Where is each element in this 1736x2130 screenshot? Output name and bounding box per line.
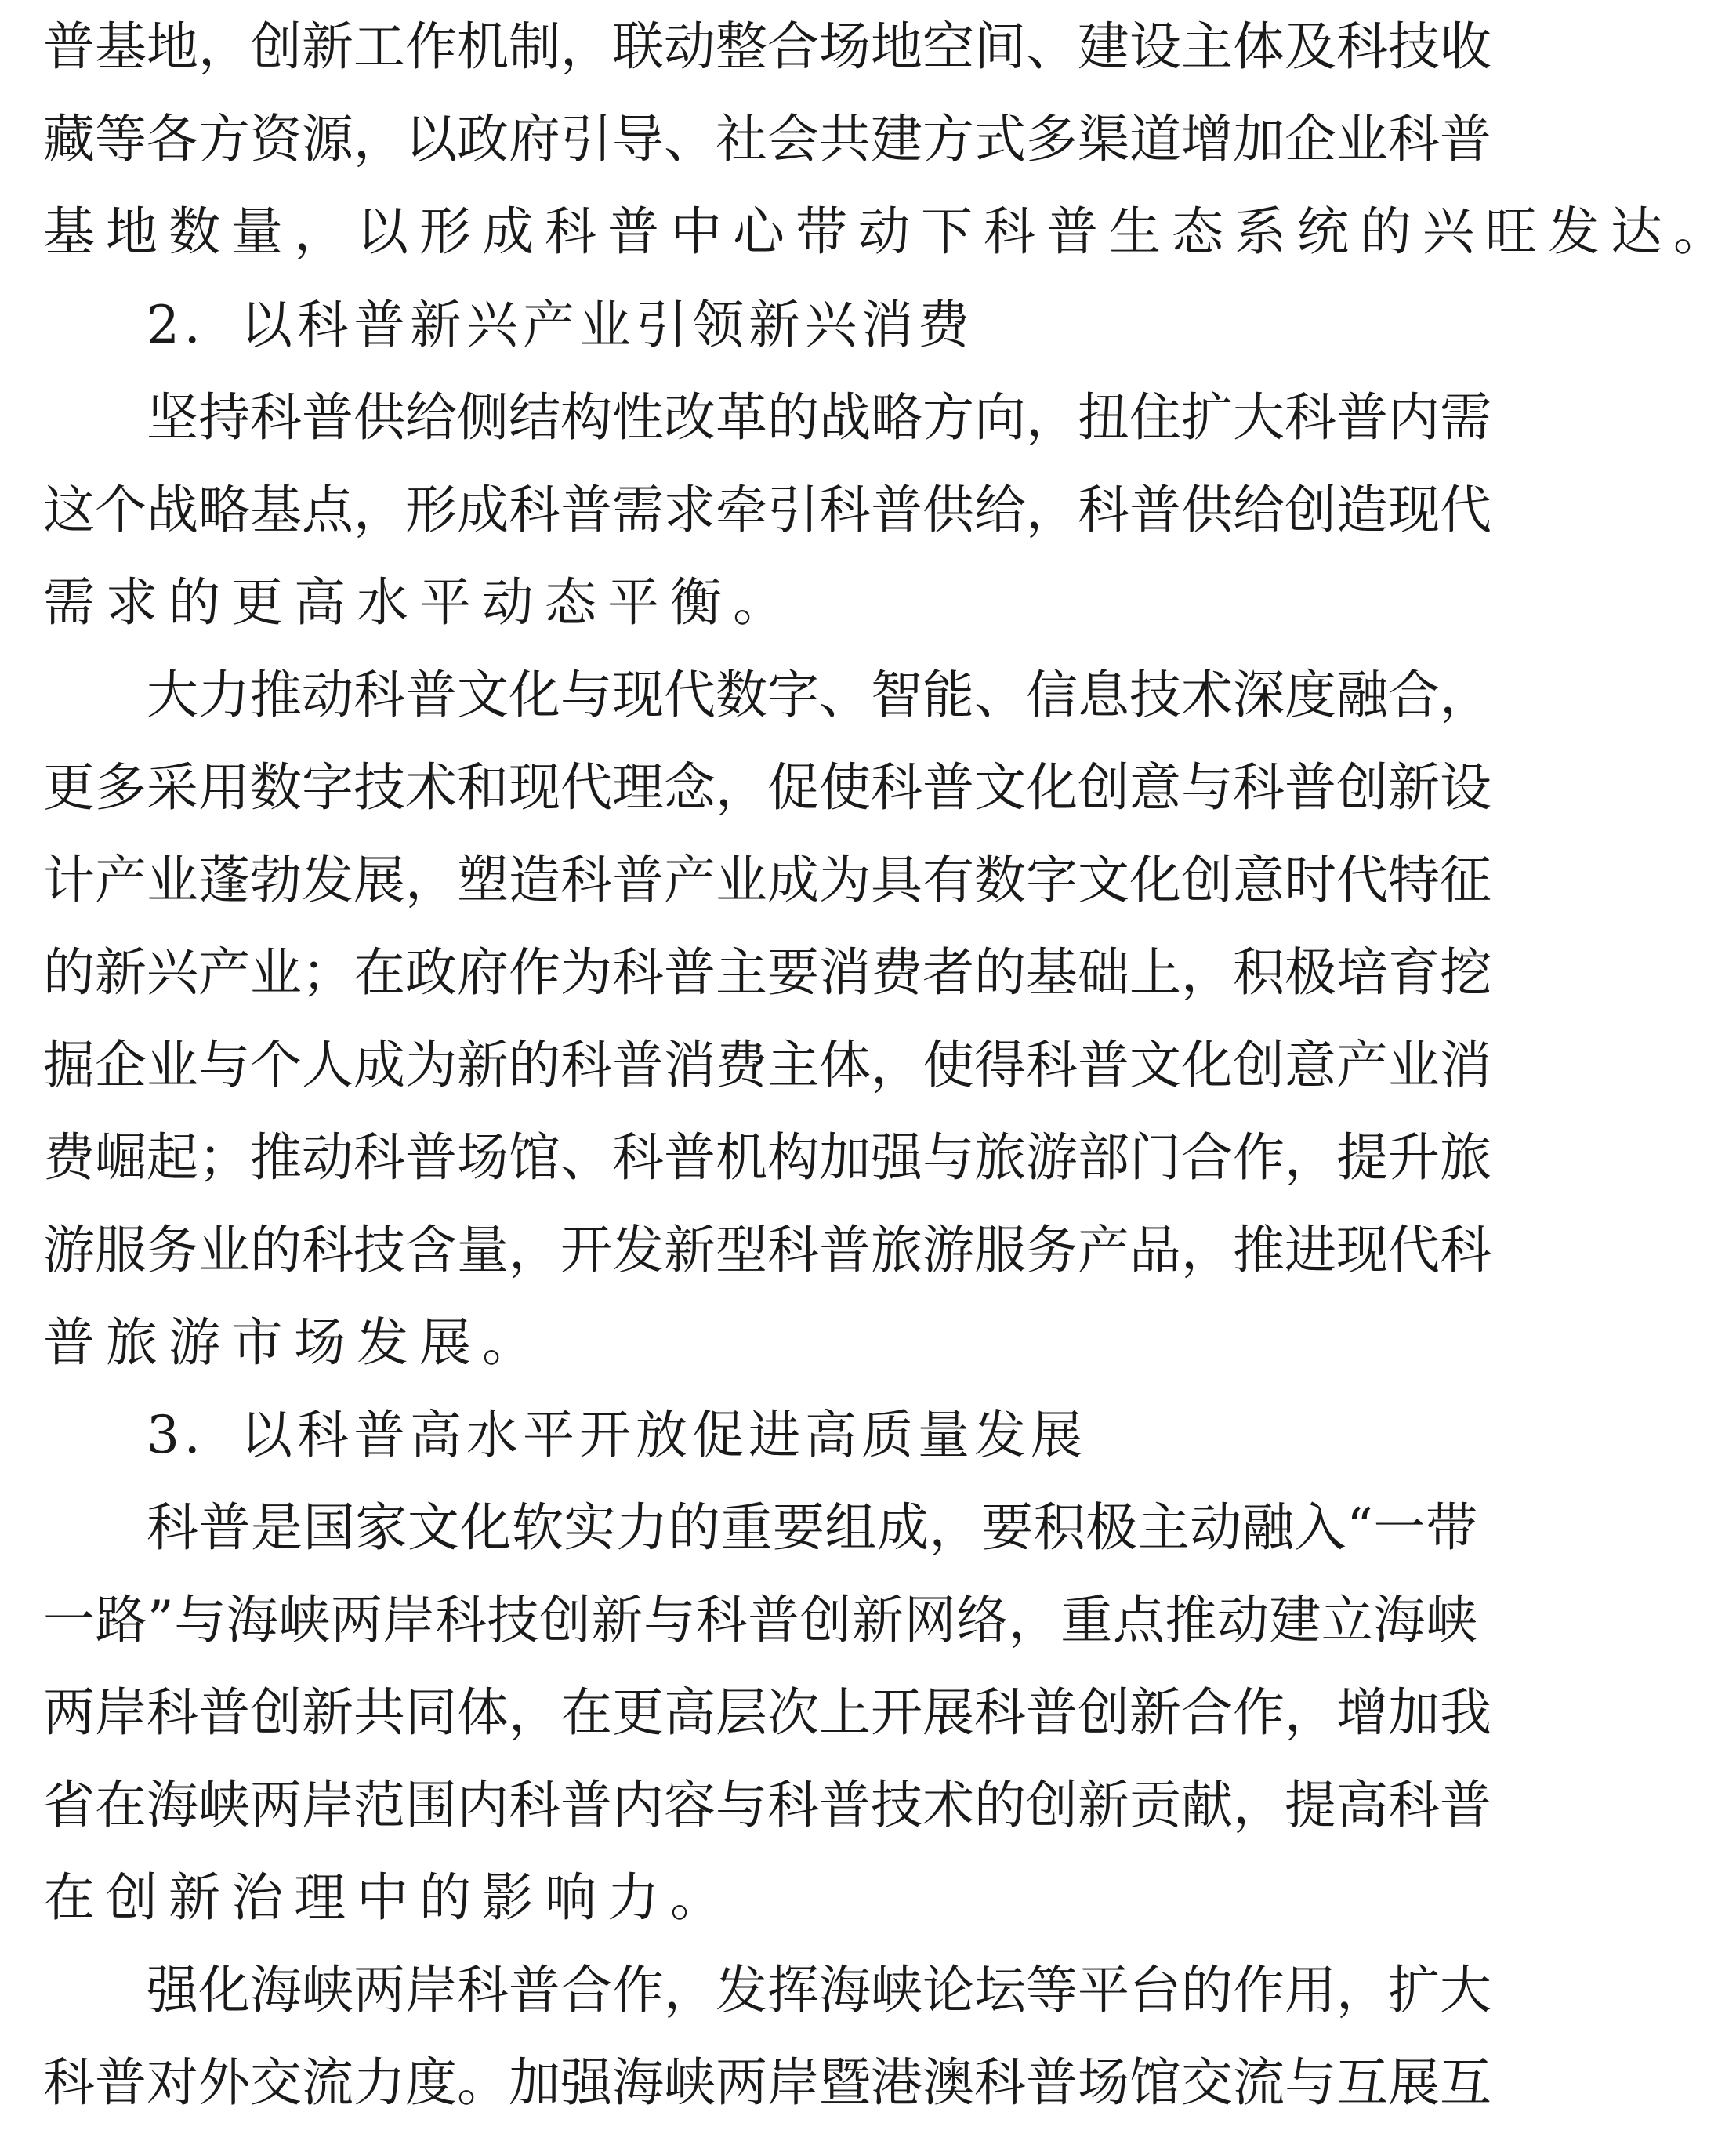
text-line: 科普对外交流力度。加强海峡两岸暨港澳科普场馆交流与互展互 — [43, 2052, 1491, 2113]
text-line: 普旅游市场发展。 — [43, 1312, 545, 1373]
text-line: 省在海峡两岸范围内科普内容与科普技术的创新贡献，提高科普 — [43, 1775, 1491, 1835]
text-line: 掘企业与个人成为新的科普消费主体，使得科普文化创意产业消 — [43, 1035, 1491, 1095]
text-line: 需求的更高水平动态平衡。 — [43, 572, 796, 633]
section-heading: 3．以科普高水平开放促进高质量发展 — [147, 1405, 1087, 1465]
text-line: 一路”与海峡两岸科技创新与科普创新网络，重点推动建立海峡 — [43, 1590, 1477, 1650]
text-line: 更多采用数字技术和现代理念，促使科普文化创意与科普创新设 — [43, 757, 1491, 818]
text-line: 两岸科普创新共同体，在更高层次上开展科普创新合作，增加我 — [43, 1682, 1491, 1743]
text-line: 这个战略基点，形成科普需求牵引科普供给，科普供给创造现代 — [43, 480, 1491, 540]
text-line: 大力推动科普文化与现代数字、智能、信息技术深度融合， — [147, 665, 1491, 725]
text-line: 的新兴产业；在政府作为科普主要消费者的基础上，积极培育挖 — [43, 942, 1491, 1003]
section-heading: 2．以科普新兴产业引领新兴消费 — [147, 295, 974, 355]
text-line: 费崛起；推动科普场馆、科普机构加强与旅游部门合作，提升旅 — [43, 1127, 1491, 1188]
text-line: 坚持科普供给侧结构性改革的战略方向，扭住扩大科普内需 — [147, 387, 1491, 448]
text-line: 游服务业的科技含量，开发新型科普旅游服务产品，推进现代科 — [43, 1220, 1491, 1280]
text-line: 基地数量，以形成科普中心带动下科普生态系统的兴旺发达。 — [43, 201, 1736, 262]
text-line: 藏等各方资源，以政府引导、社会共建方式多渠道增加企业科普 — [43, 109, 1491, 169]
text-line: 科普是国家文化软实力的重要组成，要积极主动融入“一带 — [147, 1497, 1477, 1558]
text-line: 计产业蓬勃发展，塑造科普产业成为具有数字文化创意时代特征 — [43, 850, 1491, 910]
text-line: 在创新治理中的影响力。 — [43, 1867, 733, 1928]
text-line: 强化海峡两岸科普合作，发挥海峡论坛等平台的作用，扩大 — [147, 1960, 1491, 2020]
text-line: 普基地，创新工作机制，联动整合场地空间、建设主体及科技收 — [43, 16, 1491, 77]
